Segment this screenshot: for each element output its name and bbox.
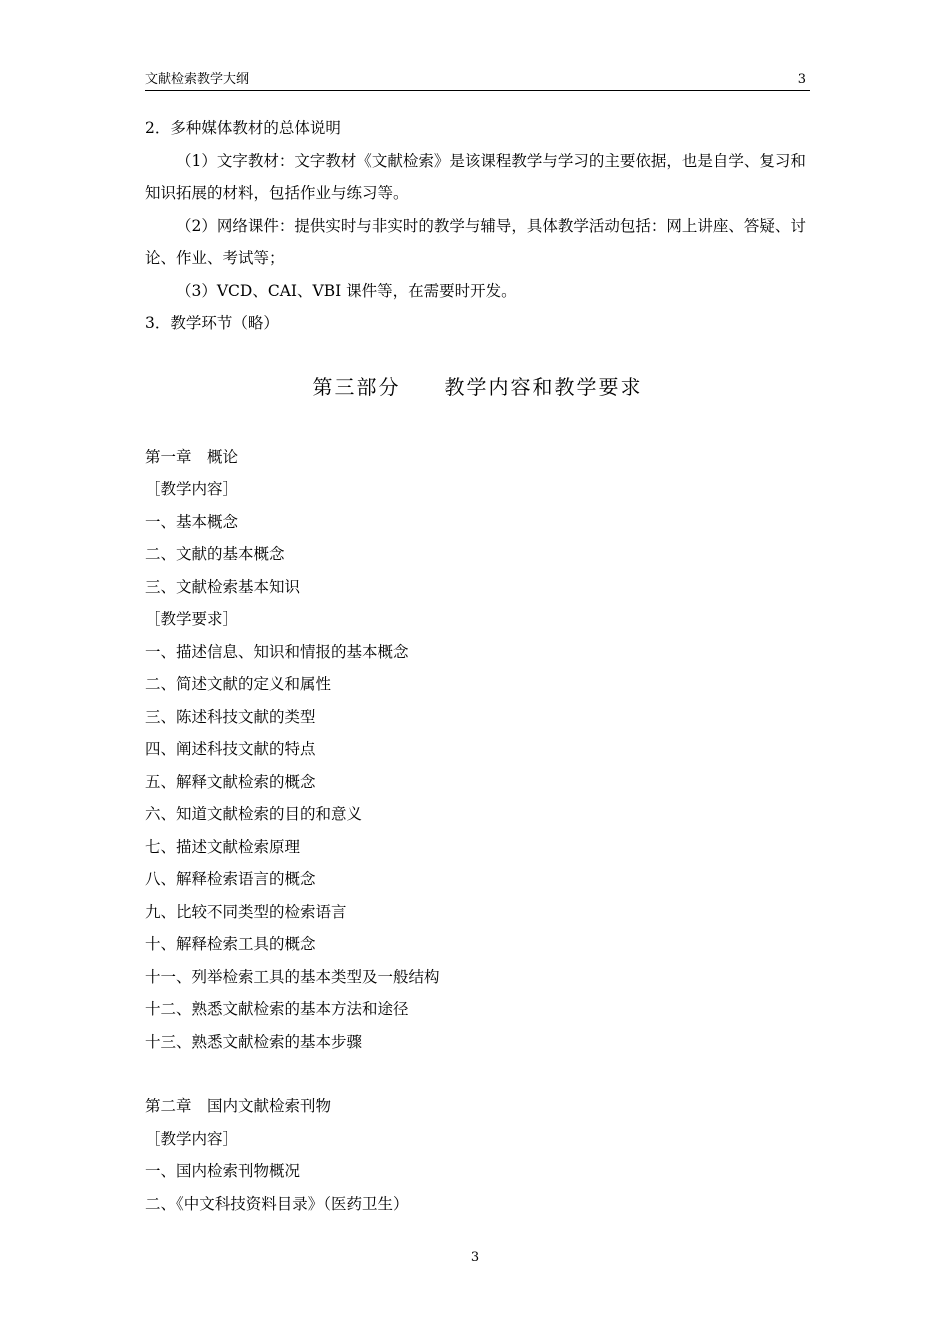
chapter-1-content-list [145, 506, 810, 604]
chapter-2-content-label: ［教学内容］ [145, 1129, 239, 1148]
list-item: 七、描述文献检索原理 [145, 837, 301, 856]
page-footer [0, 1250, 950, 1265]
list-item: 四、阐述科技文献的特点 [145, 740, 316, 758]
list-item: 二、《中文科技资料目录》（医药卫生） [145, 1194, 409, 1213]
list-item: 六、知道文献检索的目的和意义 [145, 805, 363, 823]
chapter-1 [145, 441, 810, 1059]
list-item: 二、简述文献的定义和属性 [145, 675, 332, 693]
list-item: 十、解释检索工具的概念 [145, 935, 316, 953]
list-item: 五、解释文献检索的概念 [145, 772, 316, 791]
section-2-item-1: （1）文字教材：文字教材《文献检索》是该课程教学与学习的主要依据，也是自学、复习和知识拓展的材料，包括作业与练习等。 [145, 151, 806, 202]
chapter-2 [145, 1090, 810, 1220]
section-2-item-2: （2）网络课件：提供实时与非实时的教学与辅导，具体教学活动包括：网上讲座、答疑、讨论、作业、考试等； [145, 216, 806, 267]
page-body [145, 112, 810, 1220]
chapter-2-title: 第二章 国内文献检索刊物 [145, 1097, 332, 1115]
chapter-1-title: 第一章 概论 [145, 447, 239, 466]
header-page-number: 3 [797, 72, 806, 87]
list-item: 三、文献检索基本知识 [145, 577, 301, 596]
list-item: 一、描述信息、知识和情报的基本概念 [145, 642, 409, 661]
list-item: 十二、熟悉文献检索的基本方法和途径 [145, 1000, 409, 1018]
list-item: 十一、列举检索工具的基本类型及一般结构 [145, 967, 440, 986]
footer-page-number: 3 [470, 1250, 480, 1265]
part-title-right: 教学内容和教学要求 [444, 374, 643, 399]
header-title: 文献检索教学大纲 [145, 72, 250, 87]
chapter-2-content-list [145, 1155, 810, 1220]
chapter-1-content-label: ［教学内容］ [145, 480, 239, 498]
list-item: 八、解释检索语言的概念 [145, 870, 316, 888]
list-item: 十三、熟悉文献检索的基本步骤 [145, 1032, 363, 1051]
part-title [145, 367, 810, 407]
list-item: 二、文献的基本概念 [145, 545, 285, 563]
list-item: 一、基本概念 [145, 512, 239, 531]
list-item: 一、国内检索刊物概况 [145, 1162, 301, 1180]
chapter-1-requirement-label: ［教学要求］ [145, 610, 239, 628]
page-header [145, 70, 810, 91]
chapter-1-requirement-list [145, 636, 810, 1059]
part-title-left: 第三部分 [312, 374, 401, 399]
section-2-heading: 2．多种媒体教材的总体说明 [145, 119, 341, 137]
list-item: 九、比较不同类型的检索语言 [145, 902, 347, 921]
section-2-item-3: （3）VCD、CAI、VBI 课件等，在需要时开发。 [176, 281, 517, 300]
section-3-heading: 3．教学环节（略） [145, 314, 279, 332]
list-item: 三、陈述科技文献的类型 [145, 707, 316, 726]
